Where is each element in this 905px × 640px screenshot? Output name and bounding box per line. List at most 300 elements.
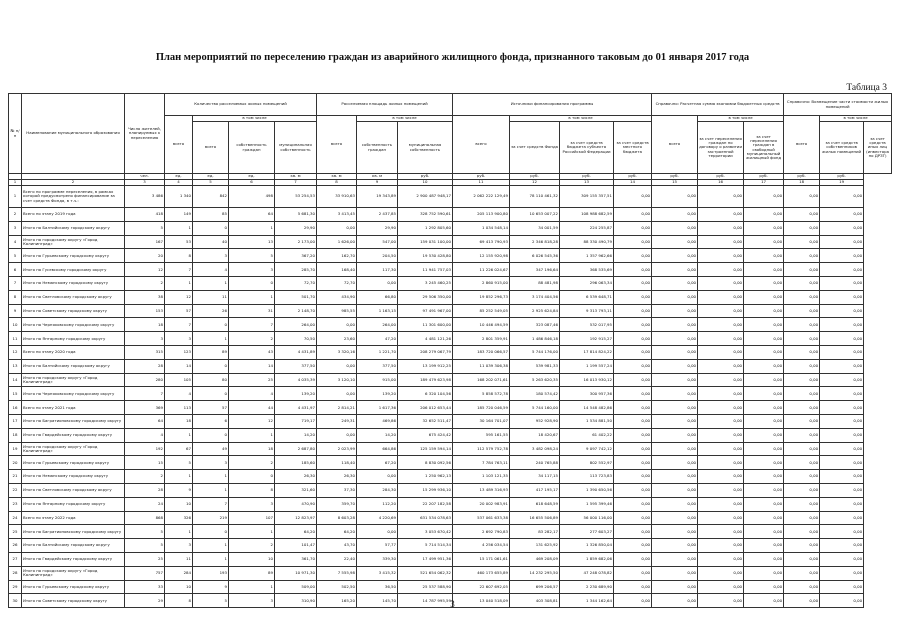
value-cell: 0,00 [784,290,820,304]
value-cell: 0,00 [357,276,398,290]
page-number: 3 [450,599,455,609]
value-cell: 3 [165,539,193,553]
value-cell: 11 039 306,38 [453,359,510,373]
value-cell: 7 [229,318,275,332]
value-cell: 0,00 [614,525,652,539]
value-cell: 3 120,10 [317,373,357,387]
value-cell: 2 [229,539,275,553]
value-cell: 0,00 [652,539,698,553]
municipality-name: Итого по городскому округу «Город Калининград» [22,442,125,456]
value-cell: 0,00 [698,235,744,249]
value-cell: 25 537 588,90 [398,580,453,594]
value-cell: 0,00 [784,304,820,318]
value-cell: 5 714 514,34 [398,539,453,553]
value-cell: 185 720 046,59 [453,401,510,415]
municipality-name: Итого по городскому округу «Город Калининград» [22,235,125,249]
header-area-group: Расселяемая площадь жилых помещений [317,94,453,116]
value-cell: 1 617,36 [357,401,398,415]
value-cell: 15 299 936,10 [398,483,453,497]
value-cell: 240 765,88 [510,456,560,470]
value-cell: 0,00 [820,566,864,580]
unit-cell: ед. [229,174,275,180]
value-cell: 32 652 511,47 [398,414,453,428]
value-cell: 0,00 [614,359,652,373]
header-ref1-group: Справочно: Расчетная сумма экономии бюджетных средств [652,94,784,116]
municipality-name: Всего по программе переселения, в рамках которой предусмотрено финансирование за счет средств Фонда, в т.ч.: [22,186,125,208]
value-cell: 29,90 [357,221,398,235]
value-cell: 14 [229,359,275,373]
municipality-name: Всего по этапу 2022 года [22,511,125,525]
value-cell: 3 320,16 [317,345,357,359]
value-cell: 0,00 [744,456,784,470]
value-cell: 19 852 296,73 [453,290,510,304]
value-cell: 205 113 900,80 [453,208,510,222]
value-cell: 0,00 [614,497,652,511]
value-cell: 0,00 [652,359,698,373]
value-cell: 0,00 [698,497,744,511]
municipality-name: Итого по Гурьевскому городскому округу [22,249,125,263]
value-cell: 3 [229,594,275,608]
value-cell: 0,00 [820,359,864,373]
value-cell: 0,00 [614,345,652,359]
value-cell: 14 [165,359,193,373]
value-cell: 0,00 [317,387,357,401]
value-cell: 29 506 350,00 [398,290,453,304]
header-area-total: всего [317,116,357,174]
value-cell: 180 574,42 [510,387,560,401]
value-cell: 20 002 983,91 [453,497,510,511]
value-cell: 2 437,85 [357,208,398,222]
value-cell: 0,00 [744,186,784,208]
value-cell: 8 [165,594,193,608]
value-cell: 0,00 [784,359,820,373]
value-cell: 2 173,00 [275,235,317,249]
value-cell: 5 [125,539,165,553]
value-cell: 0,00 [784,249,820,263]
value-cell: 47 248 078,82 [560,566,614,580]
row-number: 17 [9,414,22,428]
value-cell: 17 499 951,36 [398,552,453,566]
value-cell: 0,00 [820,470,864,484]
unit-cell: руб. [510,174,560,180]
table-row [9,359,892,373]
column-number: 5 [193,180,229,186]
value-cell: 0,00 [744,580,784,594]
value-cell: 539 981,33 [510,359,560,373]
value-cell: 469,86 [357,414,398,428]
value-cell: 57,77 [357,539,398,553]
value-cell: 0,00 [820,414,864,428]
value-cell: 14 232 295,50 [510,566,560,580]
value-cell: 300 957,36 [560,387,614,401]
unit-cell: руб. [784,174,820,180]
header-comp-b: за счет средств иных лиц (инвестора по ДРЗТ) [864,122,892,174]
value-cell: 434,90 [317,290,357,304]
value-cell: 125 159 594,14 [398,442,453,456]
value-cell: 0,00 [744,414,784,428]
value-cell: 8 603,28 [317,511,357,525]
header-fin-incl: в том числе [510,116,652,122]
value-cell: 2 687,80 [275,442,317,456]
value-cell: 501,70 [275,290,317,304]
table-row [9,186,892,208]
value-cell: 1 486 846,18 [510,332,560,346]
value-cell: 208 279 067,79 [398,345,453,359]
header-ref2-group: Справочно: Возмещение части стоимости жилых помещений [784,94,892,116]
value-cell: 0,00 [820,525,864,539]
value-cell: 0,00 [744,511,784,525]
value-cell: 802 552,97 [560,456,614,470]
value-cell: 0,00 [744,566,784,580]
value-cell: 3 486 [125,186,165,208]
value-cell: 1 221,70 [357,345,398,359]
value-cell: 0,00 [744,401,784,415]
value-cell: 0,00 [784,497,820,511]
value-cell: 0,00 [744,539,784,553]
value-cell: 2 692 790,83 [453,525,510,539]
value-cell: 3 415,32 [357,566,398,580]
value-cell: 5 681,30 [275,208,317,222]
column-number: 15 [652,180,698,186]
value-cell: 0,00 [698,276,744,290]
municipality-name: Всего по этапу 2020 года [22,345,125,359]
value-cell: 0,00 [652,525,698,539]
table-row [9,456,892,470]
value-cell: 10 [165,497,193,511]
value-cell: 0,00 [614,235,652,249]
column-number: 7 [275,180,317,186]
value-cell: 3 482 098,24 [510,442,560,456]
value-cell: 0,00 [820,497,864,511]
value-cell: 0,00 [698,566,744,580]
value-cell: 361,70 [275,552,317,566]
municipality-name: Итого по городскому округу «Город Калининград» [22,566,125,580]
value-cell: 0,00 [784,525,820,539]
value-cell: 112 579 752,78 [453,442,510,456]
value-cell: 3 245 460,25 [398,276,453,290]
value-cell: 0,00 [698,580,744,594]
municipality-name: Итого по Гурьевскому городскому округу [22,580,125,594]
value-cell: 7 [125,387,165,401]
value-cell: 0,00 [698,373,744,387]
value-cell: 0,00 [784,263,820,277]
value-cell: 10 446 494,59 [453,318,510,332]
table-row [9,290,892,304]
municipality-name: Итого по Гурьевскому городскому округу [22,456,125,470]
value-cell: 0,00 [614,290,652,304]
value-cell: 0,00 [698,539,744,553]
value-cell: 168 202 071,61 [453,373,510,387]
value-cell: 40 [193,235,229,249]
value-cell: 0,00 [698,483,744,497]
header-ref2-incl: в том числе [820,116,892,122]
value-cell: 0,00 [784,483,820,497]
value-cell: 219 [193,511,229,525]
value-cell: 1 357 962,66 [560,249,614,263]
value-cell: 0,00 [317,428,357,442]
value-cell: 284,30 [357,483,398,497]
value-cell: 0,00 [744,525,784,539]
municipality-name: Всего по этапу 2019 года [22,208,125,222]
value-cell: 0,00 [820,580,864,594]
value-cell: 0,00 [784,186,820,208]
header-rooms-muni: муниципальная собственность [275,122,317,174]
value-cell: 29,90 [275,221,317,235]
value-cell: 0,00 [698,414,744,428]
value-cell: 3 053 670,42 [398,525,453,539]
value-cell: 0,00 [698,470,744,484]
table-body [9,186,892,608]
value-cell: 1 [193,539,229,553]
value-cell: 0,00 [784,539,820,553]
value-cell: 0,00 [784,373,820,387]
value-cell: 0,00 [614,186,652,208]
value-cell: 0,00 [744,263,784,277]
value-cell: 0,00 [698,290,744,304]
value-cell: 0,00 [698,525,744,539]
value-cell: 0,00 [698,456,744,470]
municipality-name: Итого по Янтарному городскому округу [22,497,125,511]
value-cell: 369 [125,401,165,415]
value-cell: 0,00 [614,401,652,415]
municipality-name: Итого по Неманскому городскому округу [22,470,125,484]
value-cell: 0,00 [820,249,864,263]
value-cell: 0,00 [744,483,784,497]
value-cell: 249,31 [317,414,357,428]
value-cell: 43,70 [317,539,357,553]
value-cell: 3 [193,249,229,263]
value-cell: 113 723,83 [560,470,614,484]
value-cell: 0,00 [614,511,652,525]
unit-cell: кв. м [317,174,357,180]
value-cell: 67 [165,442,193,456]
value-cell: 618 648,59 [510,497,560,511]
column-number: 1 [9,180,22,186]
column-number: 18 [784,180,820,186]
value-cell: 470,90 [275,497,317,511]
value-cell: 0,00 [820,401,864,415]
value-cell: 0,00 [744,318,784,332]
value-cell: 0,00 [652,249,698,263]
value-cell: 2 [229,456,275,470]
value-cell: 14 548 482,86 [560,401,614,415]
value-cell: 7 784 763,11 [453,456,510,470]
value-cell: 0,00 [744,387,784,401]
value-cell: 595 161,55 [453,428,510,442]
value-cell: 315 [125,345,165,359]
value-cell: 4 035,39 [275,373,317,387]
row-number: 20 [9,456,22,470]
value-cell: 4 431,89 [275,345,317,359]
value-cell: 1 595 399,46 [560,497,614,511]
column-number: 16 [698,180,744,186]
value-cell: 13 199 912,25 [398,359,453,373]
value-cell: 0,00 [317,359,357,373]
value-cell: 2 [125,276,165,290]
value-cell: 0 [193,525,229,539]
value-cell: 0,00 [614,414,652,428]
table-row [9,470,892,484]
value-cell: 0,00 [820,221,864,235]
value-cell: 18 [165,414,193,428]
row-number: 11 [9,332,22,346]
value-cell: 0,00 [698,428,744,442]
value-cell: 359,70 [317,497,357,511]
value-cell: 0,00 [652,470,698,484]
row-number: 14 [9,373,22,387]
value-cell: 532 017,95 [560,318,614,332]
value-cell: 0,00 [744,221,784,235]
value-cell: 165,20 [317,594,357,608]
value-cell: 145,70 [357,594,398,608]
value-cell: 0,00 [652,580,698,594]
value-cell: 112,20 [357,497,398,511]
value-cell: 14 787 995,59 [398,594,453,608]
municipality-name: Итого по Светловскому городскому округу [22,483,125,497]
value-cell: 0,00 [652,497,698,511]
value-cell: 162,70 [317,249,357,263]
value-cell: 0,00 [698,208,744,222]
value-cell: 0,00 [820,428,864,442]
value-cell: 0,00 [652,318,698,332]
table-row [9,414,892,428]
value-cell: 0,00 [784,345,820,359]
value-cell: 113 [165,401,193,415]
value-cell: 0,00 [652,566,698,580]
header-ref2-total: всего [784,116,820,174]
header-ref1-incl: в том числе [698,116,784,122]
value-cell: 3 [193,456,229,470]
value-cell: 0,00 [614,539,652,553]
value-cell: 0,00 [652,263,698,277]
value-cell: 0,00 [652,208,698,222]
row-number: 29 [9,580,22,594]
value-cell: 0,00 [820,276,864,290]
value-cell: 1 534 881,50 [560,414,614,428]
value-cell: 70,50 [275,332,317,346]
value-cell: 0,00 [784,401,820,415]
value-cell: 0,00 [820,539,864,553]
value-cell: 0,00 [357,525,398,539]
value-cell: 0,00 [820,263,864,277]
value-cell: 7 [165,263,193,277]
value-cell: 0,00 [698,263,744,277]
value-cell: 0,00 [744,249,784,263]
header-rooms-own: собственность граждан [229,122,275,174]
row-number: 19 [9,442,22,456]
value-cell: 26,30 [275,470,317,484]
row-number: 2 [9,208,22,222]
value-cell: 28 [125,359,165,373]
value-cell: 33 910,63 [317,186,357,208]
value-cell: 0,00 [784,332,820,346]
value-cell: 88 481,98 [510,276,560,290]
value-cell: 0,00 [698,359,744,373]
row-number: 16 [9,401,22,415]
value-cell: 4 431,97 [275,401,317,415]
table-row [9,497,892,511]
value-cell: 699 206,57 [510,580,560,594]
value-cell: 3 [229,263,275,277]
row-number: 4 [9,235,22,249]
value-cell: 5 [193,594,229,608]
value-cell: 72,70 [317,276,357,290]
value-cell: 13 040 518,09 [453,594,510,608]
value-cell: 310,90 [275,594,317,608]
header-local: за счет средств местного бюджета [614,122,652,174]
table-row [9,525,892,539]
value-cell: 498 [229,186,275,208]
table-row [9,263,892,277]
value-cell: 915,00 [357,373,398,387]
value-cell: 1 292 805,60 [398,221,453,235]
value-cell: 131 625,92 [510,539,560,553]
row-number: 22 [9,483,22,497]
value-cell: 22 207 182,58 [398,497,453,511]
value-cell: 0,00 [744,373,784,387]
value-cell: 0,00 [820,186,864,208]
value-cell: 309 155 357,51 [560,186,614,208]
value-cell: 1 [229,428,275,442]
municipality-name: Итого по Балтийскому городскому округу [22,359,125,373]
unit-cell: руб. [698,174,744,180]
value-cell: 0,00 [698,304,744,318]
value-cell: 167 [125,235,165,249]
value-cell: 31 [229,304,275,318]
value-cell: 4 481 121,26 [398,332,453,346]
column-number: 10 [398,180,453,186]
column-number: 2 [22,180,125,186]
value-cell: 339,30 [357,552,398,566]
value-cell: 1 103 121,35 [453,470,510,484]
value-cell: 139,20 [357,387,398,401]
value-cell: 296 063,34 [560,276,614,290]
value-cell: 719,17 [275,414,317,428]
value-cell: 189 479 623,98 [398,373,453,387]
value-cell: 757 [125,566,165,580]
value-cell: 29 [125,594,165,608]
value-cell: 9 [193,580,229,594]
value-cell: 377,50 [357,359,398,373]
value-cell: 0,00 [614,318,652,332]
row-number: 30 [9,594,22,608]
value-cell: 192 915,27 [560,332,614,346]
value-cell: 0,00 [652,387,698,401]
value-cell: 8 [229,483,275,497]
value-cell: 3 [229,497,275,511]
row-number: 28 [9,566,22,580]
value-cell: 11 941 757,03 [398,263,453,277]
value-cell: 5 [125,525,165,539]
value-cell: 1 [229,221,275,235]
header-save-b: за счет переселения граждан в свободный муниципальный жилищный фонд [744,122,784,174]
value-cell: 0,00 [744,208,784,222]
row-number: 12 [9,345,22,359]
value-cell: 0,00 [652,511,698,525]
value-cell: 159 031 100,00 [398,235,453,249]
value-cell: 985,55 [317,304,357,318]
value-cell: 0,00 [652,345,698,359]
value-cell: 4 [193,263,229,277]
value-cell: 0,00 [698,332,744,346]
row-number: 9 [9,304,22,318]
value-cell: 5 744 176,00 [510,345,560,359]
value-cell: 0,00 [614,304,652,318]
table-label: Таблица 3 [846,83,887,93]
value-cell: 8 [165,249,193,263]
value-cell: 5 [165,456,193,470]
value-cell: 2 814,21 [317,401,357,415]
